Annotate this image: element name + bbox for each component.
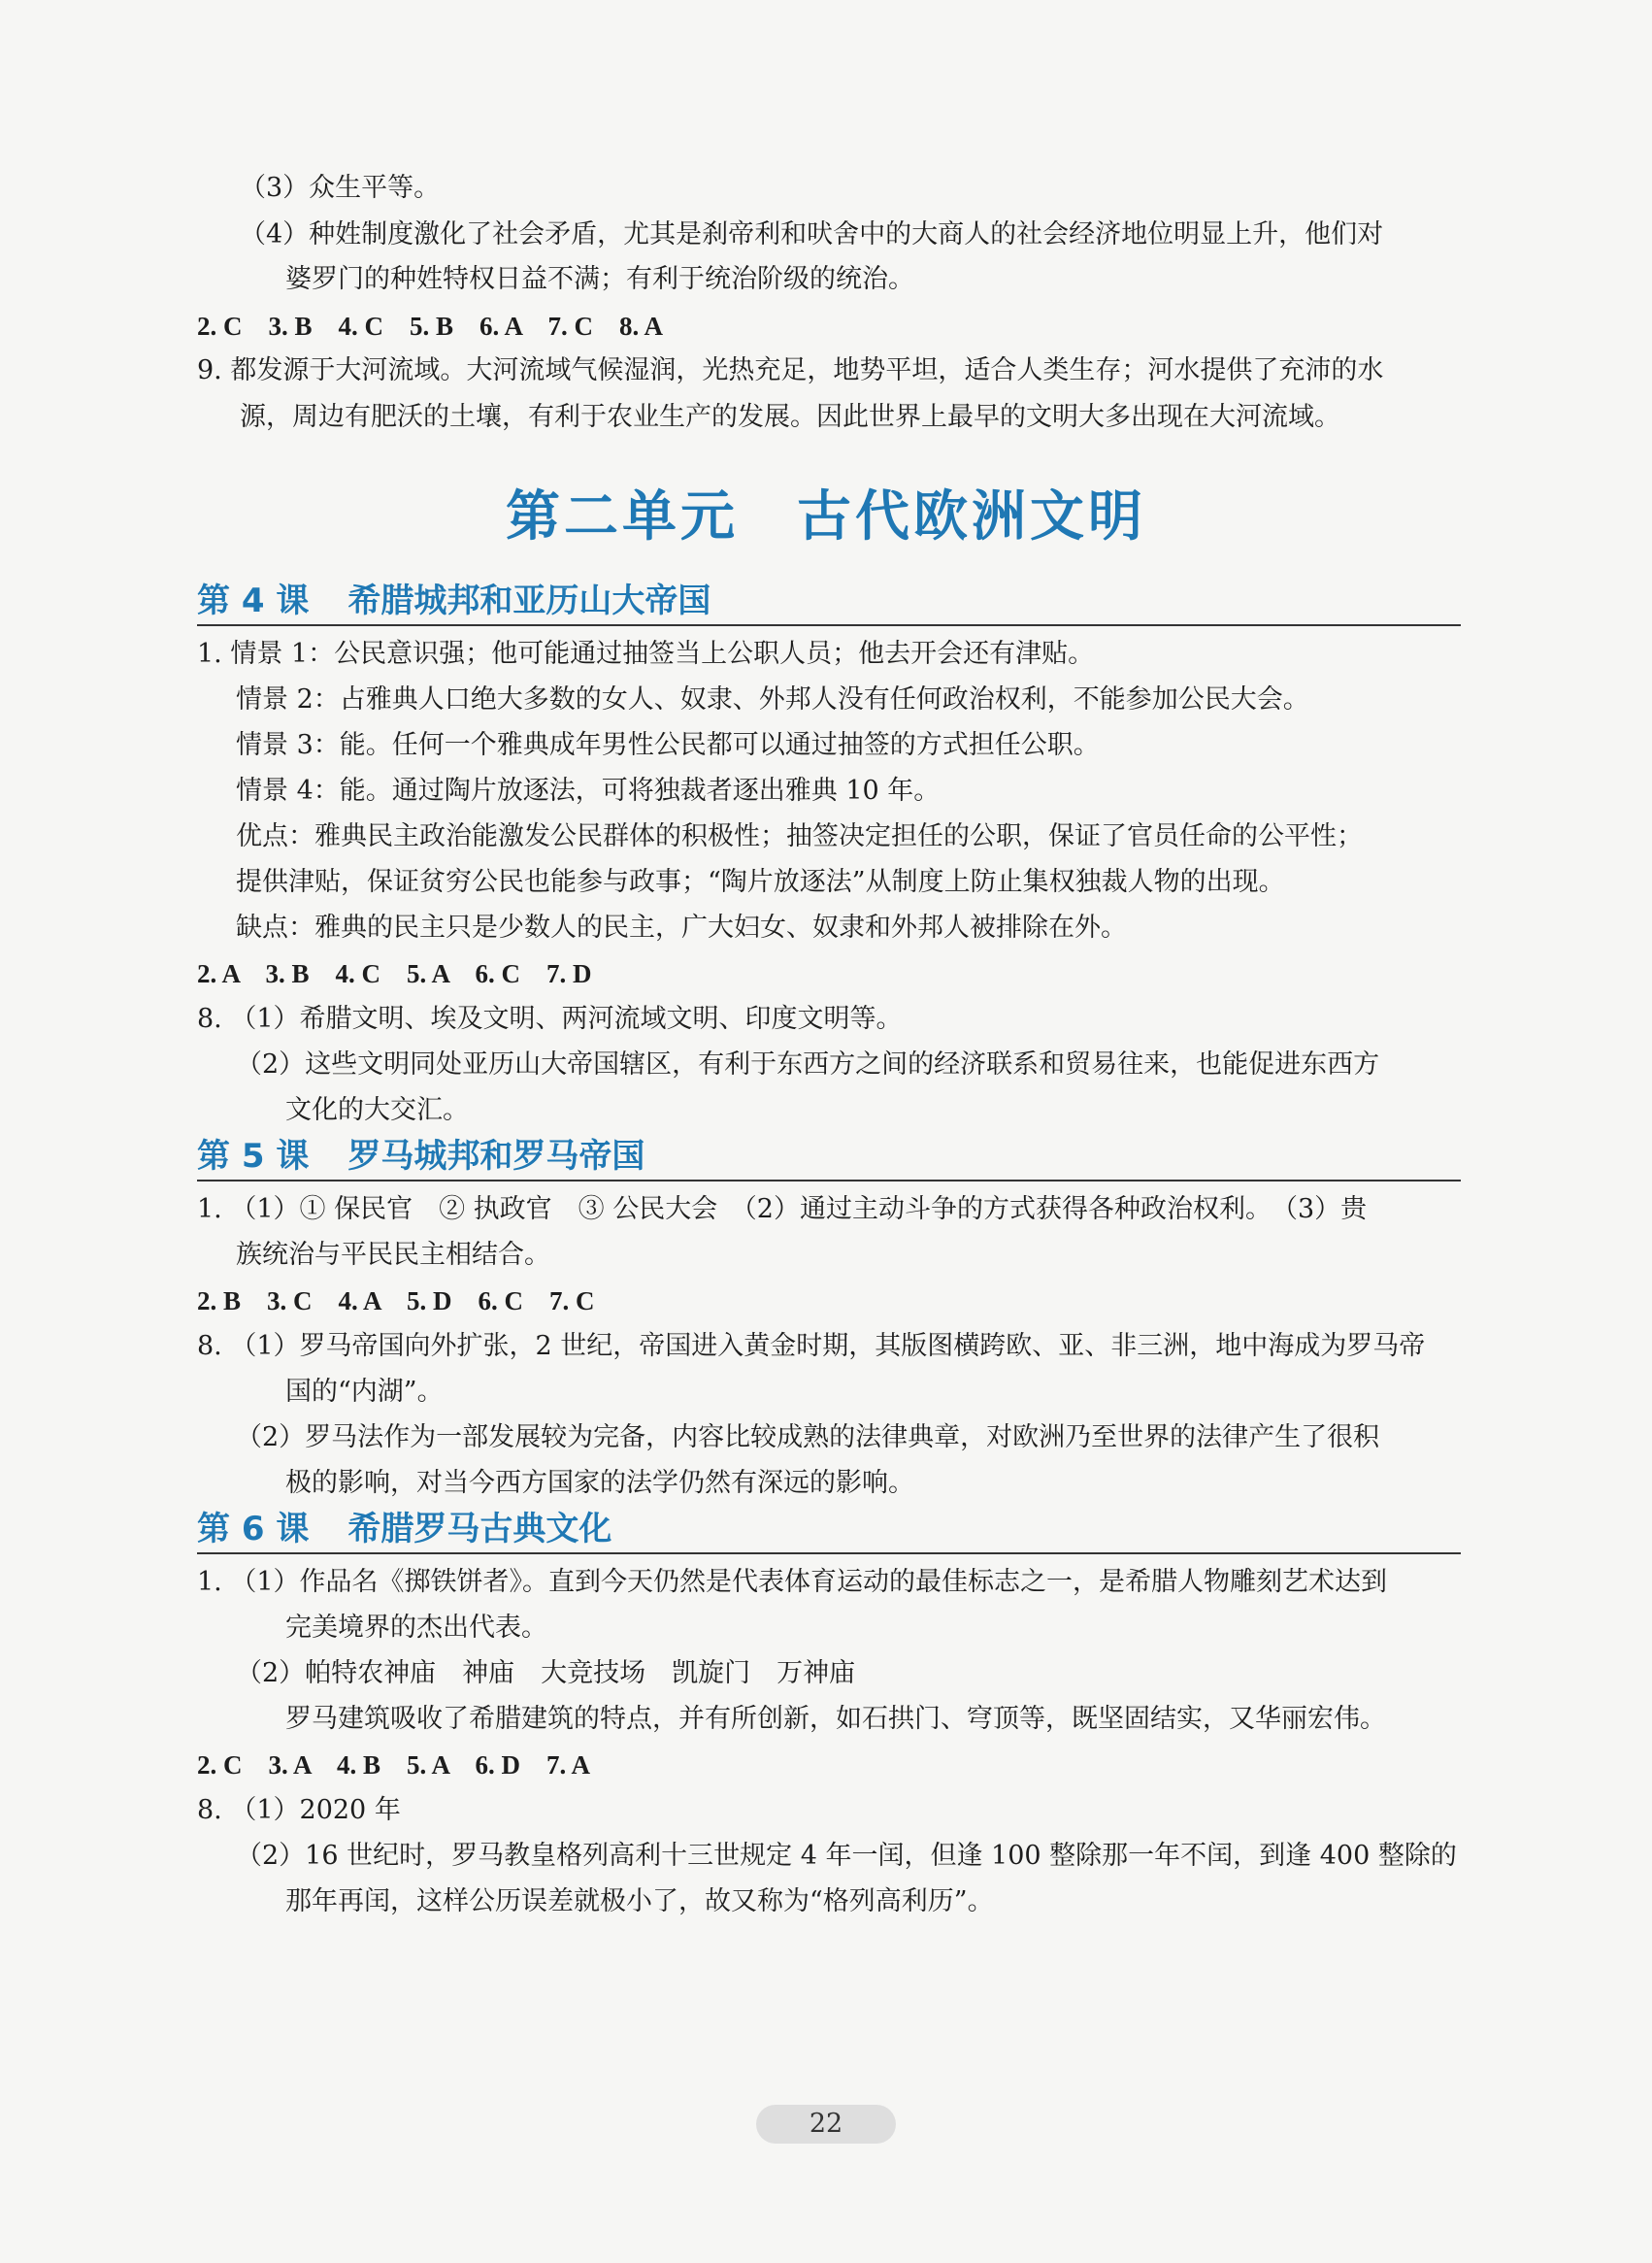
answer-line: 情景 2：占雅典人口绝大多数的女人、奴隶、外邦人没有任何政治权利，不能参加公民大会。 <box>236 684 1309 715</box>
lesson-divider <box>197 1552 1461 1554</box>
answer-line: （3）众生平等。 <box>240 173 441 203</box>
answer-line: 文化的大交汇。 <box>285 1095 469 1125</box>
answer-line: 极的影响，对当今西方国家的法学仍然有深远的影响。 <box>285 1468 914 1498</box>
lesson-title: 希腊罗马古典文化 <box>347 1510 612 1548</box>
answer-line: 8. （1）希腊文明、埃及文明、两河流域文明、印度文明等。 <box>197 1004 903 1034</box>
answer-line: （2）这些文明同处亚历山大帝国辖区，有利于东西方之间的经济联系和贸易往来，也能促进东西方 <box>236 1049 1380 1080</box>
answer-line: 情景 3：能。任何一个雅典成年男性公民都可以通过抽签的方式担任公职。 <box>236 730 1100 760</box>
page-number: 22 <box>756 2105 896 2144</box>
lesson-heading <box>197 1507 1461 1551</box>
answer-line: （4）种姓制度激化了社会矛盾，尤其是刹帝利和吠舍中的大商人的社会经济地位明显上升，他们对 <box>240 219 1384 250</box>
lesson-divider <box>197 1180 1461 1181</box>
lesson-heading <box>197 579 1461 623</box>
answer-line: 缺点：雅典的民主只是少数人的民主，广大妇女、奴隶和外邦人被排除在外。 <box>236 913 1127 943</box>
answer-line: 婆罗门的种姓特权日益不满；有利于统治阶级的统治。 <box>285 264 914 294</box>
unit-title: 第二单元 古代欧洲文明 <box>506 485 1146 549</box>
answer-line: 提供津贴，保证贫穷公民也能参与政事；“陶片放逐法”从制度上防止集权独裁人物的出现。 <box>236 867 1285 897</box>
lesson-title: 罗马城邦和罗马帝国 <box>347 1137 645 1176</box>
answer-line: 8. （1）罗马帝国向外扩张，2 世纪，帝国进入黄金时期，其版图横跨欧、亚、非三洲，地中海成为罗马帝 <box>197 1331 1426 1361</box>
answer-line: 1. 情景 1：公民意识强；他可能通过抽签当上公职人员；他去开会还有津贴。 <box>197 639 1095 669</box>
answer-line: （2）16 世纪时，罗马教皇格列高利十三世规定 4 年一闰，但逢 100 整除那一年不闰，到逢 400 整除的 <box>236 1841 1457 1871</box>
answer-line: 那年再闰，这样公历误差就极小了，故又称为“格列高利历”。 <box>285 1886 994 1916</box>
lesson-number: 第 4 课 <box>197 582 310 620</box>
answer-line: 1. （1）① 保民官 ② 执政官 ③ 公民大会 （2）通过主动斗争的方式获得各种政治权利。 （3）贵 <box>197 1194 1368 1224</box>
answer-line: 优点：雅典民主政治能激发公民群体的积极性；抽签决定担任的公职，保证了官员任命的公平性； <box>236 821 1363 851</box>
lesson-divider <box>197 624 1461 626</box>
lesson-title: 希腊城邦和亚历山大帝国 <box>347 582 711 620</box>
answer-choices: 2. C 3. B 4. C 5. B 6. A 7. C 8. A <box>197 312 664 341</box>
answer-line: 9. 都发源于大河流域。大河流域气候湿润，光热充足，地势平坦，适合人类生存；河水提供了充沛的水 <box>197 355 1384 385</box>
lesson-heading <box>197 1134 1461 1179</box>
answer-line: 完美境界的杰出代表。 <box>285 1613 547 1643</box>
answer-line: 1. （1）作品名《掷铁饼者》。直到今天仍然是代表体育运动的最佳标志之一，是希腊人物雕刻艺术达到 <box>197 1567 1388 1597</box>
answer-line: （2）罗马法作为一部发展较为完备，内容比较成熟的法律典章，对欧洲乃至世界的法律产生了很积 <box>236 1422 1380 1452</box>
lesson-number: 第 6 课 <box>197 1510 310 1548</box>
answer-line: （2）帕特农神庙 神庙 大竞技场 凯旋门 万神庙 <box>236 1658 856 1688</box>
answer-line: 情景 4：能。通过陶片放逐法，可将独裁者逐出雅典 10 年。 <box>236 776 941 806</box>
lesson-number: 第 5 课 <box>197 1137 310 1176</box>
answer-choices: 2. C 3. A 4. B 5. A 6. D 7. A <box>197 1750 591 1780</box>
answer-line: 源，周边有肥沃的土壤，有利于农业生产的发展。因此世界上最早的文明大多出现在大河流域。 <box>240 402 1340 432</box>
answer-line: 族统治与平民民主相结合。 <box>236 1240 550 1270</box>
answer-choices: 2. B 3. C 4. A 5. D 6. C 7. C <box>197 1286 595 1315</box>
answer-line: 8. （1）2020 年 <box>197 1795 401 1825</box>
answer-line: 国的“内湖”。 <box>285 1377 444 1407</box>
answer-choices: 2. A 3. B 4. C 5. A 6. C 7. D <box>197 959 592 988</box>
answer-line: 罗马建筑吸收了希腊建筑的特点，并有所创新，如石拱门、穹顶等，既坚固结实，又华丽宏伟。 <box>285 1704 1386 1734</box>
